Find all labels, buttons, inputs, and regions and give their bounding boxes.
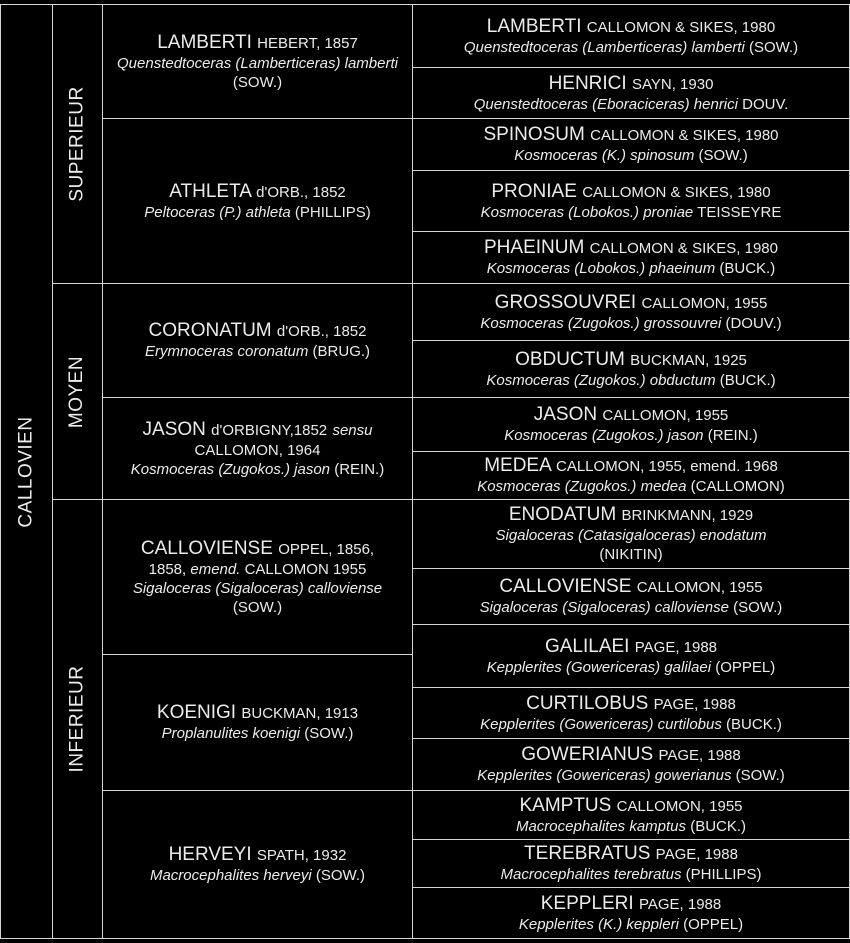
subzone-name: PHAEINUM [484, 237, 585, 258]
subzone-species [477, 766, 785, 785]
subzone-title [515, 349, 747, 371]
zone-name: KOENIGI [156, 702, 237, 723]
subzone-name: SPINOSUM [483, 124, 585, 145]
zone-cell [103, 398, 412, 499]
subzone-species [519, 915, 743, 934]
substage-inferieur-text: INFERIEUR [66, 665, 88, 773]
subzone-author: CALLOMON, 1955 [636, 579, 763, 596]
subzone-title [545, 636, 717, 658]
subzone-author: CALLOMON & SIKES, 1980 [589, 240, 778, 257]
zone-author-tail: CALLOMON, 1964 [194, 441, 321, 459]
species-author: (BUCK.) [719, 260, 776, 277]
zone-cell [103, 655, 412, 790]
species-name: Kepplerites (Gowericeras) curtilobus [480, 715, 722, 733]
substage-superieur-text: SUPERIEUR [66, 86, 88, 202]
subzone-name: OBDUCTUM [515, 348, 625, 370]
zone-species [107, 579, 408, 617]
species-name: Kepplerites (Gowericeras) galilaei [486, 658, 712, 676]
subzone-title [541, 893, 722, 915]
zone-author: d'ORBIGNY,1852 [211, 421, 328, 439]
subzone-title [521, 744, 741, 766]
zone-author-line2: 1858, [148, 560, 187, 578]
zone-name: HERVEYI [168, 844, 252, 865]
subzone-cell [413, 119, 849, 170]
species-name: Sigaloceras (Sigaloceras) calloviense [132, 579, 383, 597]
species-author: (BUCK.) [690, 817, 747, 835]
species-author: (SOW.) [232, 73, 283, 91]
species-author: (REIN.) [334, 460, 385, 478]
subzone-name: PRONIAE [491, 180, 577, 202]
subzone-name: LAMBERTI [486, 15, 582, 37]
subzone-cell [413, 500, 849, 568]
zone-title [148, 320, 366, 342]
subzone-cell [413, 888, 849, 938]
subzone-cell [413, 341, 849, 397]
zone-name: CALLOVIENSE [140, 537, 273, 559]
subzone-name: KEPPLERI [540, 892, 634, 914]
subzone-cell [413, 232, 849, 283]
zone-name: CORONATUM [148, 320, 272, 341]
subzone-author: CALLOMON, 1955, emend. 1968 [556, 458, 778, 475]
subzone-cell [413, 68, 849, 118]
species-author: (SOW.) [232, 598, 283, 616]
species-author: (SOW.) [733, 599, 783, 616]
zone-cell [103, 500, 412, 654]
subzone-author: BRINKMANN, 1929 [621, 507, 754, 524]
subzone-name: TEREBRATUS [524, 843, 651, 864]
zone-species [162, 724, 354, 743]
subzone-title [487, 16, 775, 38]
subzone-title [534, 404, 729, 426]
subzone-author: CALLOMON & SIKES, 1980 [586, 18, 776, 36]
species-author: (SOW.) [315, 867, 366, 884]
subzone-cell [413, 284, 849, 340]
species-author: TEISSEYRE [697, 203, 782, 221]
subzone-species [487, 259, 775, 278]
subzone-title [495, 292, 768, 314]
subzone-species [480, 598, 783, 617]
zone-cell [103, 5, 412, 118]
subzone-cell [413, 625, 849, 687]
species-author: (PHILLIPS) [685, 866, 762, 883]
substage-superieur [53, 5, 102, 283]
species-name: Kosmoceras (Zugokos.) jason [504, 427, 704, 444]
species-name: Kosmoceras (K.) spinosum [514, 147, 695, 164]
zone-title [157, 32, 358, 54]
subzone-author: PAGE, 1988 [655, 846, 738, 863]
species-name: Kosmoceras (Zugokos.) obductum [486, 371, 716, 389]
stage-text: CALLOVIEN [15, 415, 37, 528]
species-author: (PHILLIPS) [294, 203, 371, 221]
species-name: Quenstedtoceras (Eboraciceras) henrici [473, 95, 738, 113]
subzone-name: JASON [533, 404, 598, 425]
subzone-author: PAGE, 1988 [653, 695, 736, 713]
subzone-author: CALLOMON & SIKES, 1980 [582, 183, 771, 201]
species-author: (NIKITIN) [599, 546, 663, 563]
species-author: (SOW.) [698, 147, 748, 164]
subzone-title [526, 693, 736, 715]
subzone-name: GROSSOUVREI [494, 291, 637, 313]
subzone-name: GALILAEI [544, 635, 630, 657]
subzone-cell [413, 739, 849, 790]
subzone-author: CALLOMON & SIKES, 1980 [590, 127, 779, 144]
subzone-name: HENRICI [548, 72, 627, 94]
rule [0, 938, 850, 939]
zone-title [157, 702, 358, 724]
subzone-species [486, 371, 775, 390]
species-author: (OPPEL) [715, 658, 776, 676]
subzone-name: MEDEA [484, 455, 551, 476]
species-author: (CALLOMON) [690, 478, 785, 495]
subzone-cell [413, 171, 849, 231]
subzone-species [480, 715, 782, 734]
species-name: Sigaloceras (Sigaloceras) calloviense [479, 599, 729, 616]
subzone-name: KAMPTUS [519, 794, 612, 816]
species-name: Kosmoceras (Zugokos.) medea [477, 478, 687, 495]
subzone-species [514, 146, 747, 165]
subzone-title [519, 795, 742, 817]
substage-moyen [53, 284, 102, 499]
species-name: Erymnoceras coronatum [144, 343, 309, 360]
zone-cell [103, 119, 412, 283]
species-name: Kosmoceras (Zugokos.) jason [130, 460, 331, 478]
species-author: (SOW.) [304, 725, 354, 742]
species-author: (SOW.) [735, 767, 785, 784]
zone-title [169, 844, 347, 866]
zone-name: ATHLETA [169, 180, 251, 202]
species-name: Macrocephalites terebratus [500, 866, 682, 883]
subzone-title [484, 237, 778, 259]
subzone-author: SAYN, 1930 [631, 75, 714, 93]
zone-author: HEBERT, 1857 [257, 34, 358, 52]
stage-label [1, 5, 52, 938]
species-author: (OPPEL) [683, 915, 744, 933]
zone-author-qualifier: sensu [332, 421, 373, 439]
subzone-species [501, 865, 762, 884]
species-author: (SOW.) [748, 38, 799, 56]
subzone-species [477, 477, 785, 496]
species-name: Sigaloceras (Catasigaloceras) enodatum [495, 527, 767, 544]
subzone-author: CALLOMON, 1955 [641, 294, 768, 312]
species-name: Quenstedtoceras (Lamberticeras) lamberti [117, 54, 398, 72]
subzone-title [549, 73, 714, 95]
subzone-cell [413, 5, 849, 67]
subzone-species [474, 95, 789, 114]
subzone-title [491, 181, 770, 203]
zone-author-tail: CALLOMON 1955 [244, 560, 367, 578]
subzone-species [480, 314, 781, 333]
subzone-cell [413, 452, 849, 499]
species-name: Kosmoceras (Zugokos.) grossouvrei [480, 314, 722, 332]
subzone-author: CALLOMON, 1955 [616, 797, 743, 815]
species-name: Kosmoceras (Lobokos.) phaeinum [486, 260, 716, 277]
subzone-title [499, 576, 762, 598]
subzone-name: ENODATUM [508, 504, 617, 525]
species-name: Macrocephalites herveyi [149, 867, 312, 884]
subzone-name: GOWERIANUS [521, 744, 654, 765]
zone-author: SPATH, 1932 [256, 847, 347, 864]
species-author: (BUCK.) [726, 715, 782, 733]
zone-species [150, 866, 365, 885]
zone-cell [103, 284, 412, 397]
zone-name: JASON [142, 418, 206, 440]
subzone-author: CALLOMON, 1955 [602, 407, 729, 424]
subzone-species [481, 203, 782, 222]
species-name: Macrocephalites kamptus [515, 817, 687, 835]
subzone-species [516, 817, 746, 836]
zone-author-line [149, 560, 367, 579]
zone-author: d'ORB., 1852 [276, 323, 367, 340]
species-author: DOUV. [742, 95, 789, 113]
subzone-author: BUCKMAN, 1925 [630, 351, 747, 369]
zone-title [169, 181, 346, 203]
species-name: Quenstedtoceras (Lamberticeras) lamberti [463, 38, 745, 56]
species-name: Proplanulites koenigi [161, 725, 301, 742]
zone-title [141, 538, 374, 560]
subzone-cell [413, 688, 849, 738]
subzone-title [524, 843, 738, 865]
species-author: (BRUG.) [312, 343, 371, 360]
species-author: (DOUV.) [725, 314, 782, 332]
subzone-author: PAGE, 1988 [638, 895, 722, 913]
species-name: Kepplerites (K.) keppleri [518, 915, 679, 933]
subzone-author: PAGE, 1988 [658, 747, 741, 764]
subzone-title [483, 124, 778, 146]
zone-name: LAMBERTI [157, 31, 252, 53]
species-name: Peltoceras (P.) athleta [144, 203, 291, 221]
species-author: (REIN.) [707, 427, 758, 444]
subzone-cell [413, 840, 849, 887]
species-name: Kepplerites (Gowericeras) gowerianus [477, 767, 732, 784]
subzone-cell [413, 791, 849, 839]
subzone-name: CURTILOBUS [526, 692, 649, 714]
zone-author: BUCKMAN, 1913 [241, 705, 359, 722]
subzone-title [484, 455, 778, 477]
zone-author: OPPEL, 1856, [278, 540, 375, 558]
subzone-species [487, 658, 775, 677]
zone-species [107, 54, 408, 92]
subzone-species [504, 426, 757, 445]
zone-title [143, 419, 373, 441]
zone-author-qualifier: emend. [190, 560, 241, 578]
species-author: (BUCK.) [719, 371, 776, 389]
subzone-title [509, 504, 753, 526]
subzone-cell [413, 569, 849, 624]
zone-author: d'ORB., 1852 [256, 183, 346, 201]
zone-species [145, 342, 370, 361]
zone-cell [103, 791, 412, 938]
substage-moyen-text: MOYEN [66, 355, 88, 428]
subzone-author: PAGE, 1988 [634, 638, 718, 656]
zone-species [131, 460, 384, 479]
zone-species [144, 203, 371, 222]
substage-inferieur [53, 500, 102, 938]
subzone-name: CALLOVIENSE [499, 576, 632, 597]
subzone-species [464, 38, 798, 57]
species-name: Kosmoceras (Lobokos.) proniae [480, 203, 694, 221]
subzone-cell [413, 398, 849, 451]
